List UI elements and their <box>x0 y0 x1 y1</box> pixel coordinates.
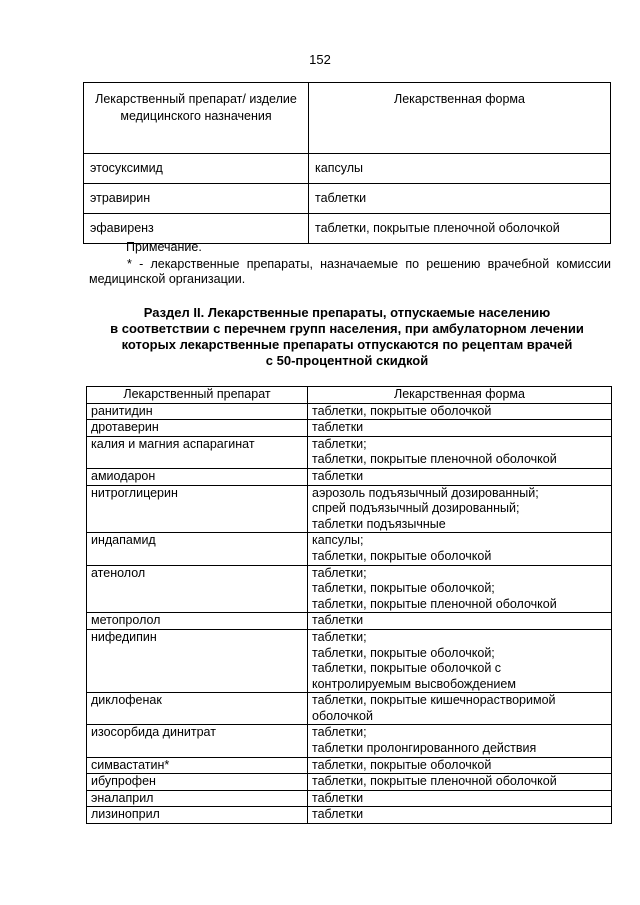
drug-form: таблетки, покрытые пленочной оболочкой <box>309 214 611 244</box>
table-row <box>87 420 612 437</box>
drug-form <box>308 807 612 824</box>
drug-form <box>308 403 612 420</box>
drug-form-line: таблетки, покрытые оболочкой <box>312 757 492 772</box>
drug-form-line: таблетки, покрытые пленочной оболочкой <box>312 452 557 467</box>
table-row <box>84 154 611 184</box>
drug-name: диклофенак <box>87 693 308 725</box>
note-text <box>89 257 611 287</box>
section-title <box>83 305 611 369</box>
drug-form-line: таблетки <box>312 613 364 628</box>
drug-form-line: таблетки; <box>312 629 367 644</box>
table-row <box>87 468 612 485</box>
drug-name: симвастатин* <box>87 757 308 774</box>
drug-name: калия и магния аспарагинат <box>87 436 308 468</box>
drug-name: дротаверин <box>87 420 308 437</box>
drug-form-line: таблетки; <box>312 725 367 740</box>
drug-name: нифедипин <box>87 629 308 692</box>
section-title-line: Раздел II. Лекарственные препараты, отпускаемые населению <box>143 305 551 320</box>
drug-form <box>308 790 612 807</box>
drug-name: этравирин <box>84 184 309 214</box>
table-row <box>87 485 612 533</box>
table-row <box>84 184 611 214</box>
drug-name: лизиноприл <box>87 807 308 824</box>
drug-table-discount <box>86 386 612 824</box>
header-drug: Лекарственный препарат <box>87 387 308 404</box>
table-row <box>87 403 612 420</box>
drug-name: метопролол <box>87 613 308 630</box>
table-row <box>87 613 612 630</box>
drug-form-line: таблетки, покрытые пленочной оболочкой <box>312 774 557 789</box>
note-text-content: * - лекарственные препараты, назначаемые по решению врачебной комиссии медицинской организации. <box>89 257 611 286</box>
drug-form-line: таблетки <box>312 807 364 822</box>
drug-form-line: капсулы; <box>312 533 364 548</box>
drug-form-line: таблетки; <box>312 565 367 580</box>
header-drug: Лекарственный препарат/ изделие медицинского назначения <box>84 83 309 154</box>
drug-form-line: оболочкой <box>312 708 373 723</box>
section-title-line: с 50-процентной скидкой <box>265 353 429 368</box>
drug-form-line: таблетки, покрытые оболочкой <box>312 403 492 418</box>
drug-form-line: таблетки, покрытые оболочкой; <box>312 645 495 660</box>
table-row <box>87 807 612 824</box>
drug-form <box>308 613 612 630</box>
drug-form <box>308 774 612 791</box>
table-row <box>87 693 612 725</box>
drug-name: изосорбида динитрат <box>87 725 308 757</box>
drug-name: ибупрофен <box>87 774 308 791</box>
drug-form <box>308 757 612 774</box>
table-body <box>87 387 612 824</box>
table-row <box>84 214 611 244</box>
drug-form-line: таблетки, покрытые кишечнорастворимой <box>312 693 556 708</box>
drug-form-line: таблетки <box>312 420 364 435</box>
drug-form <box>308 533 612 565</box>
table-row <box>87 725 612 757</box>
table-row <box>87 757 612 774</box>
header-form: Лекарственная форма <box>309 83 611 154</box>
drug-form-line: таблетки пролонгированного действия <box>312 741 537 756</box>
drug-form <box>308 420 612 437</box>
table-row <box>87 565 612 613</box>
drug-name: ранитидин <box>87 403 308 420</box>
drug-form: капсулы <box>309 154 611 184</box>
table-row <box>87 790 612 807</box>
note-title: Примечание. <box>126 240 202 254</box>
drug-form <box>308 436 612 468</box>
section-title-line: которых лекарственные препараты отпускаются по рецептам врачей <box>121 337 573 352</box>
table-row <box>87 436 612 468</box>
drug-form <box>308 565 612 613</box>
drug-form-line: таблетки, покрытые оболочкой; <box>312 581 495 596</box>
drug-form-line: спрей подъязычный дозированный; <box>312 501 520 516</box>
drug-form-line: аэрозоль подъязычный дозированный; <box>312 485 539 500</box>
header-form: Лекарственная форма <box>308 387 612 404</box>
drug-name: нитроглицерин <box>87 485 308 533</box>
table-row <box>87 774 612 791</box>
drug-name: атенолол <box>87 565 308 613</box>
drug-form <box>308 468 612 485</box>
drug-form-line: контролируемым высвобождением <box>312 676 516 691</box>
page-number: 152 <box>309 52 331 67</box>
drug-name: этосуксимид <box>84 154 309 184</box>
table-header-row <box>87 387 612 404</box>
table-row <box>87 629 612 692</box>
drug-form-line: таблетки подъязычные <box>312 516 446 531</box>
drug-form <box>308 693 612 725</box>
drug-name: эналаприл <box>87 790 308 807</box>
drug-form <box>308 725 612 757</box>
drug-form-line: таблетки <box>312 790 364 805</box>
drug-form-line: таблетки, покрытые оболочкой <box>312 548 492 563</box>
drug-form <box>308 485 612 533</box>
drug-form-line: таблетки; <box>312 436 367 451</box>
drug-form <box>308 629 612 692</box>
table-header-row <box>84 83 611 154</box>
drug-name: эфавиренз <box>84 214 309 244</box>
drug-name: амиодарон <box>87 468 308 485</box>
drug-form-line: таблетки, покрытые оболочкой с <box>312 661 502 676</box>
drug-form-line: таблетки, покрытые пленочной оболочкой <box>312 596 557 611</box>
drug-name: индапамид <box>87 533 308 565</box>
table-row <box>87 533 612 565</box>
drug-form: таблетки <box>309 184 611 214</box>
drug-form-line: таблетки <box>312 468 364 483</box>
drug-table-continued <box>83 82 611 244</box>
section-title-line: в соответствии с перечнем групп населения, при амбулаторном лечении <box>110 321 584 336</box>
